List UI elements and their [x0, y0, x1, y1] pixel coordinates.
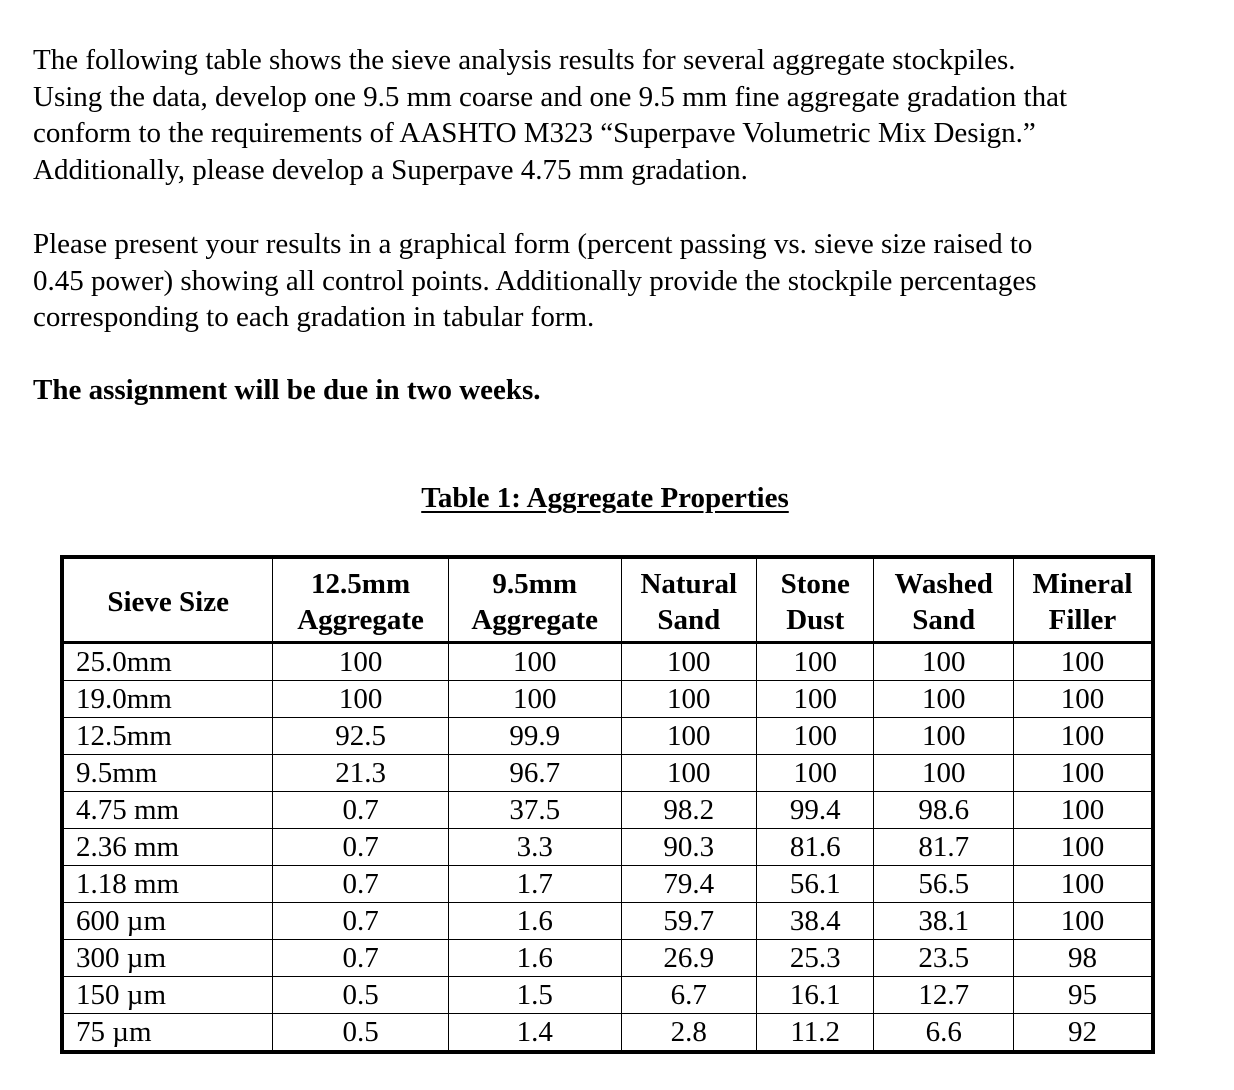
percent-passing-cell: 0.5 [273, 1014, 449, 1053]
percent-passing-cell: 96.7 [448, 755, 621, 792]
header-stone-dust [757, 557, 874, 643]
percent-passing-cell: 79.4 [621, 866, 756, 903]
due-date-note: The assignment will be due in two weeks. [33, 374, 541, 406]
percent-passing-cell: 100 [1013, 866, 1153, 903]
percent-passing-cell: 100 [874, 718, 1014, 755]
percent-passing-cell: 90.3 [621, 829, 756, 866]
presentation-line: Please present your results in a graphical form (percent passing vs. sieve size raised to [33, 228, 1033, 260]
percent-passing-cell: 6.6 [874, 1014, 1014, 1053]
intro-line: conform to the requirements of AASHTO M323 “Superpave Volumetric Mix Design.” [33, 117, 1036, 149]
percent-passing-cell: 11.2 [757, 1014, 874, 1053]
header-line1: Sieve Size [107, 586, 229, 618]
percent-passing-cell: 100 [757, 681, 874, 718]
table-header-row [62, 557, 1153, 643]
sieve-size-cell: 4.75 mm [62, 792, 273, 829]
header-line1: Washed [894, 568, 993, 600]
header-mineral-filler [1013, 557, 1153, 643]
percent-passing-cell: 0.7 [273, 792, 449, 829]
percent-passing-cell: 16.1 [757, 977, 874, 1014]
table-caption-text: Table 1: Aggregate Properties [421, 482, 789, 514]
table-row [62, 903, 1153, 940]
presentation-paragraph [33, 226, 1037, 336]
percent-passing-cell: 1.6 [448, 940, 621, 977]
header-line1: Mineral [1032, 568, 1133, 600]
percent-passing-cell: 100 [621, 718, 756, 755]
percent-passing-cell: 100 [273, 643, 449, 681]
percent-passing-cell: 0.5 [273, 977, 449, 1014]
header-line2: Aggregate [297, 604, 424, 636]
percent-passing-cell: 100 [1013, 903, 1153, 940]
assignment-intro-paragraph [33, 42, 1067, 188]
header-line2: Aggregate [471, 604, 599, 636]
percent-passing-cell: 38.4 [757, 903, 874, 940]
percent-passing-cell: 25.3 [757, 940, 874, 977]
percent-passing-cell: 1.4 [448, 1014, 621, 1053]
header-line2: Sand [657, 604, 721, 636]
percent-passing-cell: 98.6 [874, 792, 1014, 829]
table-row [62, 866, 1153, 903]
table-row [62, 792, 1153, 829]
table-row [62, 681, 1153, 718]
percent-passing-cell: 100 [757, 718, 874, 755]
percent-passing-cell: 37.5 [448, 792, 621, 829]
header-natural-sand [621, 557, 756, 643]
percent-passing-cell: 3.3 [448, 829, 621, 866]
sieve-size-cell: 12.5mm [62, 718, 273, 755]
percent-passing-cell: 26.9 [621, 940, 756, 977]
percent-passing-cell: 56.5 [874, 866, 1014, 903]
percent-passing-cell: 0.7 [273, 940, 449, 977]
percent-passing-cell: 1.6 [448, 903, 621, 940]
sieve-size-cell: 600 µm [62, 903, 273, 940]
percent-passing-cell: 100 [874, 681, 1014, 718]
percent-passing-cell: 38.1 [874, 903, 1014, 940]
sieve-size-cell: 75 µm [62, 1014, 273, 1053]
table-row [62, 718, 1153, 755]
percent-passing-cell: 100 [1013, 718, 1153, 755]
percent-passing-cell: 0.7 [273, 829, 449, 866]
percent-passing-cell: 12.7 [874, 977, 1014, 1014]
table-row [62, 940, 1153, 977]
percent-passing-cell: 100 [1013, 829, 1153, 866]
percent-passing-cell: 100 [757, 755, 874, 792]
aggregate-properties-table [60, 555, 1155, 1054]
sieve-size-cell: 9.5mm [62, 755, 273, 792]
header-line2: Dust [786, 604, 845, 636]
percent-passing-cell: 99.9 [448, 718, 621, 755]
presentation-line: corresponding to each gradation in tabular form. [33, 301, 595, 333]
percent-passing-cell: 100 [448, 681, 621, 718]
header-line2: Filler [1048, 604, 1117, 636]
header-12-5mm-aggregate [273, 557, 449, 643]
sieve-size-cell: 150 µm [62, 977, 273, 1014]
presentation-line: 0.45 power) showing all control points. Additionally provide the stockpile percentages [33, 264, 1037, 297]
header-washed-sand [874, 557, 1014, 643]
header-line1: Stone [780, 568, 850, 600]
table-caption [0, 480, 1234, 516]
percent-passing-cell: 0.7 [273, 866, 449, 903]
percent-passing-cell: 100 [621, 681, 756, 718]
sieve-size-cell: 300 µm [62, 940, 273, 977]
percent-passing-cell: 100 [874, 643, 1014, 681]
percent-passing-cell: 100 [1013, 681, 1153, 718]
percent-passing-cell: 100 [874, 755, 1014, 792]
percent-passing-cell: 100 [1013, 792, 1153, 829]
percent-passing-cell: 56.1 [757, 866, 874, 903]
percent-passing-cell: 100 [621, 755, 756, 792]
sieve-size-cell: 19.0mm [62, 681, 273, 718]
percent-passing-cell: 100 [621, 643, 756, 681]
header-line2: Sand [912, 604, 976, 636]
percent-passing-cell: 1.5 [448, 977, 621, 1014]
header-line1: 12.5mm [311, 568, 411, 600]
percent-passing-cell: 0.7 [273, 903, 449, 940]
percent-passing-cell: 98.2 [621, 792, 756, 829]
header-line1: 9.5mm [492, 568, 577, 600]
intro-line: The following table shows the sieve analysis results for several aggregate stockpiles. [33, 44, 1016, 76]
percent-passing-cell: 59.7 [621, 903, 756, 940]
percent-passing-cell: 100 [757, 643, 874, 681]
header-line1: Natural [640, 568, 738, 600]
percent-passing-cell: 21.3 [273, 755, 449, 792]
percent-passing-cell: 6.7 [621, 977, 756, 1014]
sieve-size-cell: 1.18 mm [62, 866, 273, 903]
header-9-5mm-aggregate [448, 557, 621, 643]
percent-passing-cell: 81.7 [874, 829, 1014, 866]
percent-passing-cell: 92.5 [273, 718, 449, 755]
table-row [62, 829, 1153, 866]
percent-passing-cell: 100 [448, 643, 621, 681]
intro-line: Additionally, please develop a Superpave 4.75 mm gradation. [33, 153, 748, 186]
table-body [62, 643, 1153, 1053]
percent-passing-cell: 81.6 [757, 829, 874, 866]
percent-passing-cell: 95 [1013, 977, 1153, 1014]
table-row [62, 643, 1153, 681]
percent-passing-cell: 23.5 [874, 940, 1014, 977]
percent-passing-cell: 99.4 [757, 792, 874, 829]
sieve-size-cell: 2.36 mm [62, 829, 273, 866]
percent-passing-cell: 100 [1013, 755, 1153, 792]
header-sieve-size [62, 557, 273, 643]
percent-passing-cell: 98 [1013, 940, 1153, 977]
sieve-size-cell: 25.0mm [62, 643, 273, 681]
percent-passing-cell: 92 [1013, 1014, 1153, 1053]
percent-passing-cell: 2.8 [621, 1014, 756, 1053]
percent-passing-cell: 100 [273, 681, 449, 718]
table-row [62, 977, 1153, 1014]
percent-passing-cell: 100 [1013, 643, 1153, 681]
table-row [62, 755, 1153, 792]
table-row [62, 1014, 1153, 1053]
intro-line: Using the data, develop one 9.5 mm coarse and one 9.5 mm fine aggregate gradation that [33, 80, 1068, 113]
percent-passing-cell: 1.7 [448, 866, 621, 903]
